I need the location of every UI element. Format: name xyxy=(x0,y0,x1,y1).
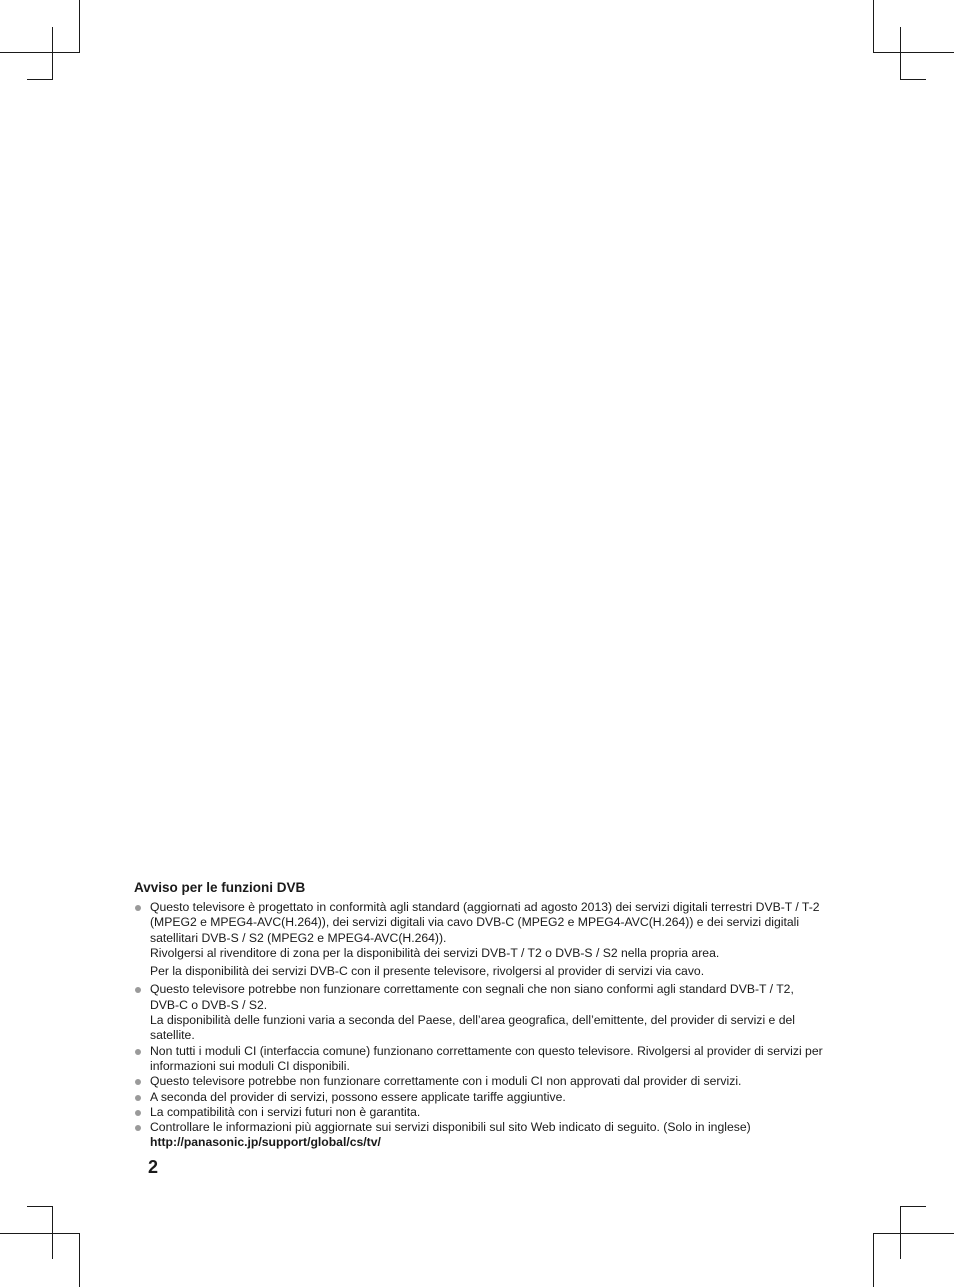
crop-mark-bottom-left-inner xyxy=(27,1206,53,1207)
support-url-link[interactable]: http://panasonic.jp/support/global/cs/tv/ xyxy=(150,1135,381,1150)
bullet-icon xyxy=(135,1125,141,1131)
list-item-text: A seconda del provider di servizi, possono essere applicate tariffe aggiuntive. xyxy=(150,1089,566,1104)
bullet-icon xyxy=(135,1095,141,1101)
list-item xyxy=(134,900,824,979)
dvb-notice-section xyxy=(134,879,824,1151)
crop-mark-top-left-vertical xyxy=(52,27,53,80)
crop-mark-top-right-inner xyxy=(900,79,926,80)
crop-mark-bottom-right-inner xyxy=(900,1206,926,1207)
crop-mark-top-left-horizontal xyxy=(0,52,80,53)
crop-mark-top-right-vertical xyxy=(900,27,901,80)
bullet-icon xyxy=(135,1049,141,1055)
crop-mark-bottom-left-outer xyxy=(79,1233,80,1287)
list-item-text: Per la disponibilità dei servizi DVB-C con il presente televisore, rivolgersi al provider di servizi via cavo. xyxy=(150,964,705,979)
list-item xyxy=(134,982,824,1043)
list-item xyxy=(134,1044,824,1075)
crop-mark-top-left-inner xyxy=(27,79,53,80)
page-number: 2 xyxy=(148,1157,159,1177)
crop-mark-top-right-outer xyxy=(873,0,874,53)
list-item xyxy=(134,1090,824,1105)
list-item xyxy=(134,1074,824,1089)
list-item xyxy=(134,1120,824,1151)
crop-mark-top-right-horizontal xyxy=(874,52,954,53)
crop-mark-bottom-right-outer xyxy=(873,1233,874,1287)
list-item-text: Questo televisore è progettato in conformità agli standard (aggiornati ad agosto 2013) dei servizi digitali terrestri DVB-T / T-2 (MPEG2 e MPEG4-AVC(H.264)), dei servizi digitali via cavo DVB-C (MPEG2 e MPEG4-AVC(H.264)) e dei servizi digitali satellitari DVB-S / S2 (MPEG2 e MPEG4-AVC(H.264)). xyxy=(150,900,820,945)
list-item-text: La compatibilità con i servizi futuri non è garantita. xyxy=(150,1104,421,1119)
list-item-text: Non tutti i moduli CI (interfaccia comune) funzionano correttamente con questo televisore. Rivolgersi al provider di servizi per informazioni sui moduli CI disponibili. xyxy=(150,1043,823,1073)
list-item-text: Controllare le informazioni più aggiornate sui servizi disponibili sul sito Web indicato di seguito. (Solo in inglese) xyxy=(150,1120,751,1135)
bullet-icon xyxy=(135,1079,141,1085)
crop-mark-top-left-outer xyxy=(79,0,80,53)
bullet-icon xyxy=(135,987,141,993)
dvb-notice-title: Avviso per le funzioni DVB xyxy=(134,880,306,895)
crop-mark-bottom-left-horizontal xyxy=(0,1233,80,1234)
crop-mark-bottom-right-vertical xyxy=(900,1206,901,1259)
list-item-text: Questo televisore potrebbe non funzionare correttamente con segnali che non siano conformi agli standard DVB-T / T2, DVB-C o DVB-S / S2. xyxy=(150,982,794,1012)
list-item-text: Questo televisore potrebbe non funzionare correttamente con i moduli CI non approvati dal provider di servizi. xyxy=(150,1074,742,1089)
crop-mark-bottom-left-vertical xyxy=(52,1206,53,1259)
list-item-text: La disponibilità delle funzioni varia a seconda del Paese, dell’area geografica, dell’emittente, del provider di servizi e del satellite. xyxy=(150,1013,795,1043)
list-item xyxy=(134,1105,824,1120)
dvb-notice-list xyxy=(134,900,824,1151)
bullet-icon xyxy=(135,1110,141,1116)
bullet-icon xyxy=(135,905,141,911)
crop-mark-bottom-right-horizontal xyxy=(874,1233,954,1234)
list-item-text: Rivolgersi al rivenditore di zona per la disponibilità dei servizi DVB-T / T2 o DVB-S / S2 nella propria area. xyxy=(150,945,720,960)
